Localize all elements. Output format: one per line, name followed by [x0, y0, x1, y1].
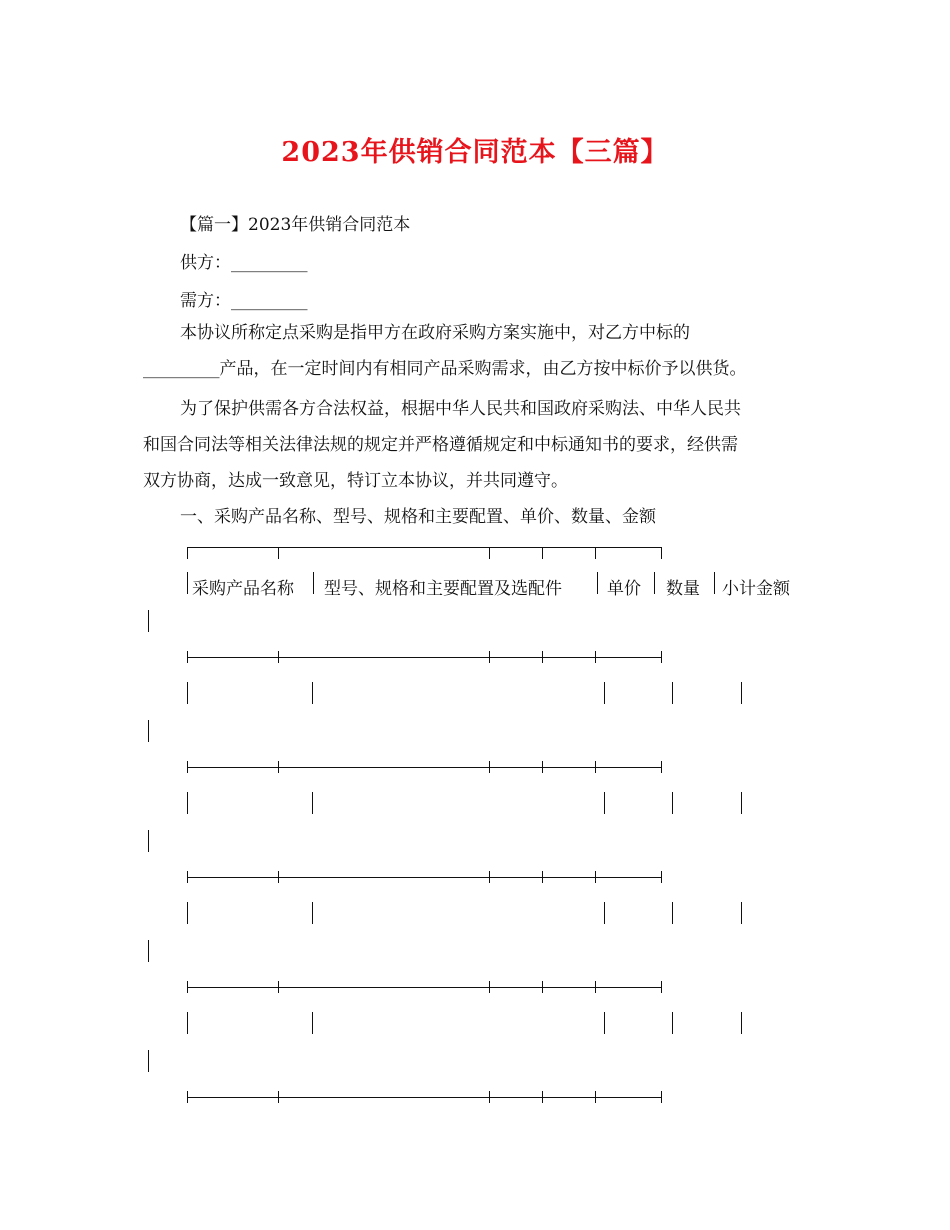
table-row-separator — [604, 682, 605, 704]
table-border-line — [187, 657, 661, 658]
table-border-line — [187, 767, 661, 768]
table-header-unit-price: 单价 — [607, 579, 641, 599]
table-row-separator — [672, 902, 673, 924]
table-row-separator — [187, 902, 188, 924]
table-border-line — [187, 1097, 661, 1098]
table-border-tick — [661, 1091, 662, 1103]
table-border-tick — [187, 651, 188, 663]
table-border-tick — [489, 547, 490, 559]
table-row-separator — [312, 1012, 313, 1034]
table-header-separator — [313, 572, 314, 594]
table-row-separator — [312, 792, 313, 814]
table-row-separator — [312, 682, 313, 704]
table-row-separator — [672, 682, 673, 704]
table-row-separator — [604, 792, 605, 814]
table-wrap-bar — [148, 830, 149, 852]
table-row-separator — [187, 1012, 188, 1034]
table-border-tick — [661, 871, 662, 883]
table-border-line — [187, 547, 661, 548]
table-border-tick — [187, 1091, 188, 1103]
table-row-separator — [672, 792, 673, 814]
table-border-tick — [489, 981, 490, 993]
table-border-tick — [278, 547, 279, 559]
table-row-separator — [604, 902, 605, 924]
paragraph-2-line-1: 为了保护供需各方合法权益，根据中华人民共和国政府采购法、中华人民共 — [180, 399, 741, 419]
table-border-tick — [595, 651, 596, 663]
table-border-tick — [278, 761, 279, 773]
table-border-tick — [187, 981, 188, 993]
table-border-line — [187, 877, 661, 878]
table-row-separator — [672, 1012, 673, 1034]
table-border-tick — [661, 761, 662, 773]
table-header-separator — [187, 572, 188, 594]
table-border-tick — [661, 651, 662, 663]
table-border-tick — [595, 871, 596, 883]
table-wrap-bar — [148, 610, 149, 632]
item-1-heading: 一、采购产品名称、型号、规格和主要配置、单价、数量、金额 — [180, 507, 656, 527]
table-border-tick — [542, 1091, 543, 1103]
table-border-tick — [542, 871, 543, 883]
table-border-tick — [489, 761, 490, 773]
table-border-tick — [278, 651, 279, 663]
table-header-separator — [597, 572, 598, 594]
table-border-tick — [489, 871, 490, 883]
table-header-quantity: 数量 — [666, 579, 700, 599]
table-row-separator — [187, 682, 188, 704]
table-border-tick — [187, 547, 188, 559]
table-border-tick — [542, 651, 543, 663]
supplier-line: 供方：_________ — [180, 253, 308, 273]
table-wrap-bar — [148, 940, 149, 962]
paragraph-1-line-2: _________产品，在一定时间内有相同产品采购需求，由乙方按中标价予以供货。 — [143, 359, 747, 379]
document-title: 2023年供销合同范本【三篇】 — [281, 137, 669, 168]
table-border-tick — [278, 1091, 279, 1103]
table-row-separator — [741, 682, 742, 704]
table-border-tick — [595, 761, 596, 773]
buyer-line: 需方：_________ — [180, 291, 308, 311]
table-border-tick — [595, 1091, 596, 1103]
table-row-separator — [741, 1012, 742, 1034]
section-heading: 【篇一】2023年供销合同范本 — [180, 215, 411, 235]
table-border-line — [187, 987, 661, 988]
table-wrap-bar — [148, 720, 149, 742]
table-row-separator — [604, 1012, 605, 1034]
paragraph-2-line-2: 和国合同法等相关法律法规的规定并严格遵循规定和中标通知书的要求，经供需 — [143, 435, 738, 455]
table-wrap-bar — [148, 1050, 149, 1072]
table-border-tick — [278, 871, 279, 883]
paragraph-1-line-1: 本协议所称定点采购是指甲方在政府采购方案实施中，对乙方中标的 — [180, 323, 690, 343]
table-header-product-name: 采购产品名称 — [192, 579, 294, 599]
table-border-tick — [187, 871, 188, 883]
table-border-tick — [489, 651, 490, 663]
table-header-subtotal: 小计金额 — [722, 579, 790, 599]
table-header-separator — [654, 572, 655, 594]
table-border-tick — [187, 761, 188, 773]
table-border-tick — [542, 547, 543, 559]
table-border-tick — [595, 547, 596, 559]
table-border-tick — [661, 981, 662, 993]
table-border-tick — [595, 981, 596, 993]
table-border-tick — [489, 1091, 490, 1103]
table-row-separator — [741, 902, 742, 924]
table-header-separator — [714, 572, 715, 594]
table-row-separator — [187, 792, 188, 814]
table-row-separator — [312, 902, 313, 924]
table-border-tick — [542, 981, 543, 993]
table-header-model-spec: 型号、规格和主要配置及选配件 — [324, 579, 562, 599]
table-border-tick — [661, 547, 662, 559]
table-border-tick — [278, 981, 279, 993]
table-row-separator — [741, 792, 742, 814]
table-border-tick — [542, 761, 543, 773]
paragraph-2-line-3: 双方协商，达成一致意见，特订立本协议，并共同遵守。 — [143, 471, 568, 491]
